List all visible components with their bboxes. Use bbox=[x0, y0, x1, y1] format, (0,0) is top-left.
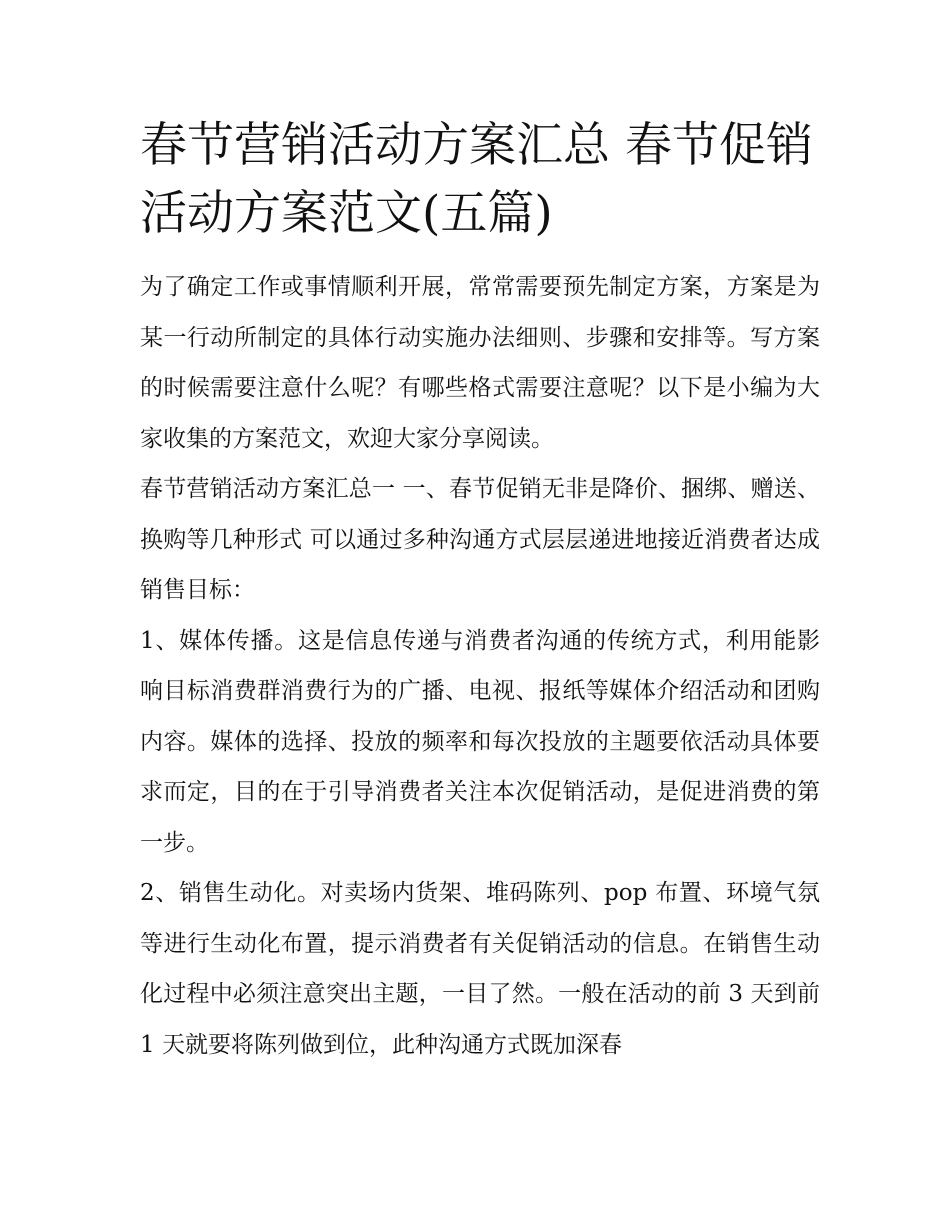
sales-display-paragraph: 2、销售生动化。对卖场内货架、堆码陈列、pop 布置、环境气氛等进行生动化布置，提示消费者有关促销活动的信息。在销售生动化过程中必须注意突出主题，一目了然。一般在活动的前 3 天到前 1 天就要将陈列做到位，此种沟通方式既加深春 bbox=[140, 880, 820, 1058]
document-body bbox=[140, 112, 820, 1070]
media-paragraph: 1、媒体传播。这是信息传递与消费者沟通的传统方式，利用能影响目标消费群消费行为的广播、电视、报纸等媒体介绍活动和团购内容。媒体的选择、投放的频率和每次投放的主题要依活动具体要求而定，目的在于引导消费者关注本次促销活动，是促进消费的第一步。 bbox=[140, 627, 820, 856]
intro-paragraph: 为了确定工作或事情顺利开展，常常需要预先制定方案，方案是为某一行动所制定的具体行动实施办法细则、步骤和安排等。写方案的时候需要注意什么呢？有哪些格式需要注意呢？以下是小编为大家收集的方案范文，欢迎大家分享阅读。 bbox=[140, 274, 820, 452]
document-title: 春节营销活动方案汇总 春节促销活动方案范文(五篇) bbox=[140, 118, 813, 241]
section-one-paragraph: 春节营销活动方案汇总一 一、春节促销无非是降价、捆绑、赠送、换购等几种形式 可以通过多种沟通方式层层递进地接近消费者达成销售目标： bbox=[140, 476, 820, 603]
